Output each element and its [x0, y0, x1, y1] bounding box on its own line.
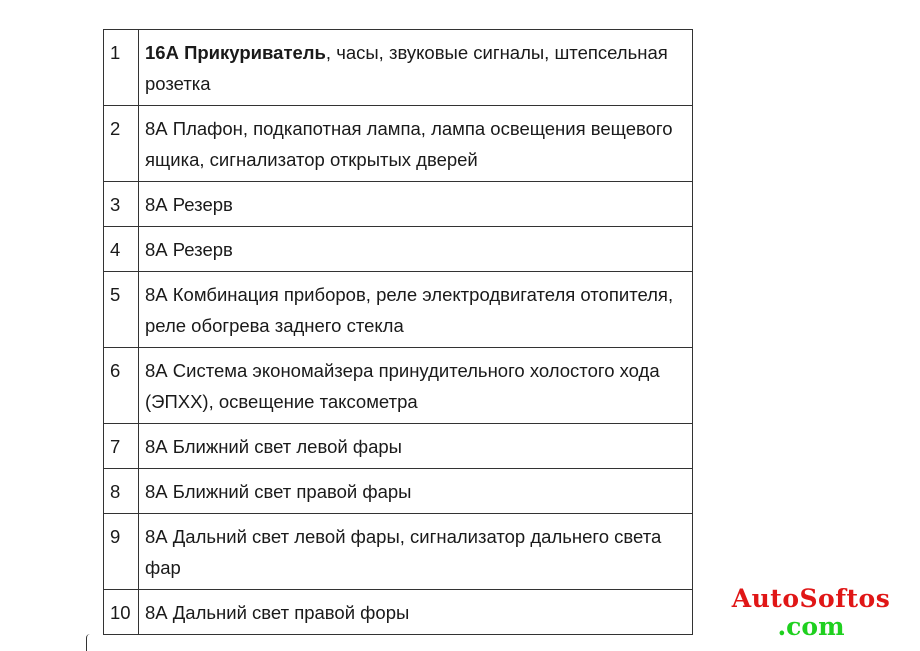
fuse-description — [139, 182, 693, 227]
stray-bracket-mark — [86, 634, 90, 651]
fuse-number: 3 — [104, 182, 139, 227]
fuse-description — [139, 30, 693, 106]
fuse-number: 7 — [104, 424, 139, 469]
table-row — [104, 106, 693, 182]
table-row — [104, 30, 693, 106]
table-row — [104, 590, 693, 635]
fuse-description-text: 8А Ближний свет правой фары — [145, 481, 412, 502]
watermark-line1: AutoSoftos — [731, 584, 891, 613]
fuse-number: 5 — [104, 272, 139, 348]
table-row — [104, 424, 693, 469]
fuse-number: 2 — [104, 106, 139, 182]
fuse-rating-bold: 16А Прикуриватель — [145, 42, 326, 63]
fuse-description-text: 8А Плафон, подкапотная лампа, лампа освещения вещевого ящика, сигнализатор открытых дверей — [145, 118, 673, 170]
fuse-description — [139, 514, 693, 590]
fuse-number: 1 — [104, 30, 139, 106]
fuse-description-text: 8А Дальний свет левой фары, сигнализатор дальнего света фар — [145, 526, 662, 578]
fuse-description-text: 8А Резерв — [145, 239, 233, 260]
fuse-table — [103, 29, 693, 635]
fuse-number: 10 — [104, 590, 139, 635]
fuse-number: 9 — [104, 514, 139, 590]
fuse-number: 6 — [104, 348, 139, 424]
fuse-description-text: , часы, звуковые сигналы, штепсельная розетка — [145, 42, 668, 94]
fuse-description-text: 8А Ближний свет левой фары — [145, 436, 402, 457]
table-row — [104, 227, 693, 272]
fuse-description-text: 8А Дальний свет правой форы — [145, 602, 410, 623]
fuse-description — [139, 272, 693, 348]
fuse-number: 4 — [104, 227, 139, 272]
table-row — [104, 272, 693, 348]
fuse-description — [139, 106, 693, 182]
table-row — [104, 348, 693, 424]
watermark-logo — [716, 585, 906, 641]
fuse-description — [139, 469, 693, 514]
fuse-number: 8 — [104, 469, 139, 514]
fuse-description-text: 8А Комбинация приборов, реле электродвигателя отопителя, реле обогрева заднего стекла — [145, 284, 674, 336]
fuse-description — [139, 590, 693, 635]
fuse-description-text: 8А Система экономайзера принудительного холостого хода (ЭПХХ), освещение таксометра — [145, 360, 660, 412]
table-row — [104, 514, 693, 590]
fuse-description — [139, 227, 693, 272]
fuse-description — [139, 348, 693, 424]
watermark-line2: .com — [777, 612, 845, 641]
fuse-description — [139, 424, 693, 469]
table-row — [104, 182, 693, 227]
fuse-description-text: 8А Резерв — [145, 194, 233, 215]
table-row — [104, 469, 693, 514]
